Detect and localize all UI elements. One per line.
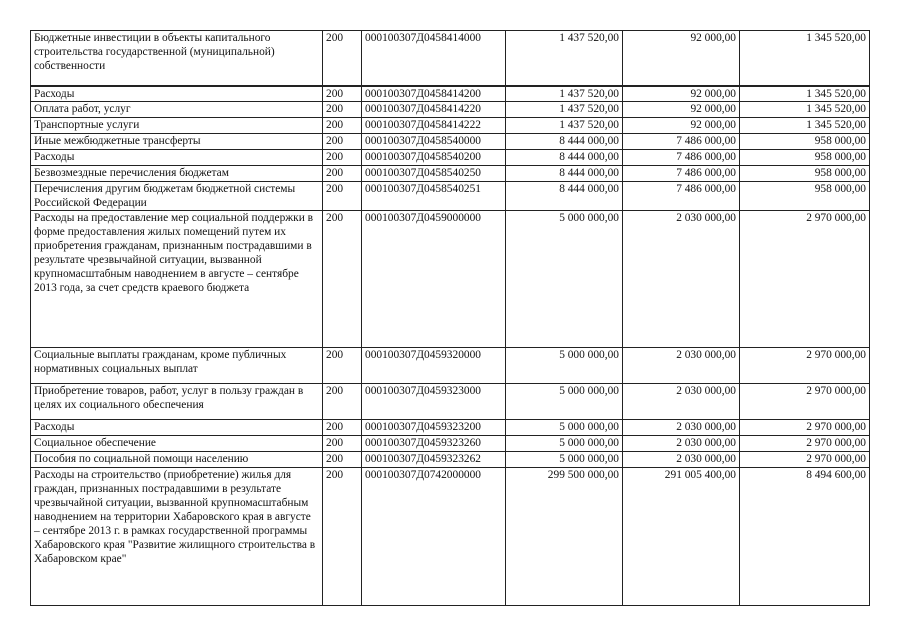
row-executed: 7 486 000,00 bbox=[623, 134, 740, 150]
row-line-code: 200 bbox=[323, 182, 362, 211]
row-line-code: 200 bbox=[323, 86, 362, 102]
row-executed: 92 000,00 bbox=[623, 86, 740, 102]
table-row bbox=[31, 118, 870, 134]
table-row bbox=[31, 150, 870, 166]
table-row bbox=[31, 86, 870, 102]
row-approved: 1 437 520,00 bbox=[506, 102, 623, 118]
row-line-code: 200 bbox=[323, 134, 362, 150]
row-name: Транспортные услуги bbox=[31, 118, 323, 134]
row-name: Бюджетные инвестиции в объекты капитального строительства государственной (муниципальной) собственности bbox=[31, 31, 323, 86]
row-budget-code: 000100307Д0458540250 bbox=[362, 166, 506, 182]
row-unexecuted: 2 970 000,00 bbox=[740, 211, 870, 348]
row-executed: 2 030 000,00 bbox=[623, 211, 740, 348]
table-row bbox=[31, 384, 870, 420]
table-row bbox=[31, 31, 870, 86]
row-executed: 291 005 400,00 bbox=[623, 468, 740, 606]
row-line-code: 200 bbox=[323, 102, 362, 118]
row-name: Перечисления другим бюджетам бюджетной системы Российской Федерации bbox=[31, 182, 323, 211]
row-executed: 2 030 000,00 bbox=[623, 452, 740, 468]
row-unexecuted: 958 000,00 bbox=[740, 134, 870, 150]
row-budget-code: 000100307Д0459323200 bbox=[362, 420, 506, 436]
row-unexecuted: 1 345 520,00 bbox=[740, 118, 870, 134]
row-unexecuted: 1 345 520,00 bbox=[740, 86, 870, 102]
row-name: Социальное обеспечение bbox=[31, 436, 323, 452]
row-line-code: 200 bbox=[323, 436, 362, 452]
table-row bbox=[31, 211, 870, 348]
table-row bbox=[31, 420, 870, 436]
row-approved: 5 000 000,00 bbox=[506, 384, 623, 420]
row-approved: 1 437 520,00 bbox=[506, 118, 623, 134]
row-name: Иные межбюджетные трансферты bbox=[31, 134, 323, 150]
table-row bbox=[31, 348, 870, 384]
row-name: Расходы на предоставление мер социальной поддержки в форме предоставления жилых помещений путем их приобретения гражданам, признанным пострадавшими в результате чрезвычайной ситуации, вызванной крупномасштабным наводнением в августе – сентябре 2013 года, за счет средств краевого бюджета bbox=[31, 211, 323, 348]
row-executed: 7 486 000,00 bbox=[623, 166, 740, 182]
row-budget-code: 000100307Д0458414000 bbox=[362, 31, 506, 86]
row-unexecuted: 2 970 000,00 bbox=[740, 348, 870, 384]
row-name: Социальные выплаты гражданам, кроме публичных нормативных социальных выплат bbox=[31, 348, 323, 384]
row-approved: 5 000 000,00 bbox=[506, 348, 623, 384]
table-row bbox=[31, 182, 870, 211]
row-budget-code: 000100307Д0458540200 bbox=[362, 150, 506, 166]
row-name: Расходы bbox=[31, 86, 323, 102]
row-line-code: 200 bbox=[323, 452, 362, 468]
row-budget-code: 000100307Д0459323262 bbox=[362, 452, 506, 468]
table-row bbox=[31, 102, 870, 118]
table-row bbox=[31, 436, 870, 452]
row-name: Оплата работ, услуг bbox=[31, 102, 323, 118]
row-executed: 7 486 000,00 bbox=[623, 150, 740, 166]
row-budget-code: 000100307Д0459323260 bbox=[362, 436, 506, 452]
row-name: Приобретение товаров, работ, услуг в пользу граждан в целях их социального обеспечения bbox=[31, 384, 323, 420]
row-executed: 2 030 000,00 bbox=[623, 384, 740, 420]
row-executed: 2 030 000,00 bbox=[623, 436, 740, 452]
row-approved: 8 444 000,00 bbox=[506, 166, 623, 182]
row-line-code: 200 bbox=[323, 384, 362, 420]
row-executed: 2 030 000,00 bbox=[623, 348, 740, 384]
row-line-code: 200 bbox=[323, 166, 362, 182]
row-approved: 1 437 520,00 bbox=[506, 86, 623, 102]
row-approved: 8 444 000,00 bbox=[506, 150, 623, 166]
row-name: Безвозмездные перечисления бюджетам bbox=[31, 166, 323, 182]
row-budget-code: 000100307Д0458414200 bbox=[362, 86, 506, 102]
row-unexecuted: 958 000,00 bbox=[740, 182, 870, 211]
row-unexecuted: 958 000,00 bbox=[740, 150, 870, 166]
row-budget-code: 000100307Д0458540251 bbox=[362, 182, 506, 211]
row-name: Расходы bbox=[31, 420, 323, 436]
row-budget-code: 000100307Д0458414222 bbox=[362, 118, 506, 134]
table-row bbox=[31, 452, 870, 468]
row-approved: 5 000 000,00 bbox=[506, 211, 623, 348]
row-approved: 5 000 000,00 bbox=[506, 436, 623, 452]
row-name: Расходы bbox=[31, 150, 323, 166]
row-executed: 92 000,00 bbox=[623, 31, 740, 86]
row-executed: 2 030 000,00 bbox=[623, 420, 740, 436]
row-budget-code: 000100307Д0459320000 bbox=[362, 348, 506, 384]
row-line-code: 200 bbox=[323, 468, 362, 606]
table-row bbox=[31, 166, 870, 182]
row-line-code: 200 bbox=[323, 420, 362, 436]
table-row bbox=[31, 134, 870, 150]
row-budget-code: 000100307Д0458540000 bbox=[362, 134, 506, 150]
row-line-code: 200 bbox=[323, 211, 362, 348]
row-unexecuted: 2 970 000,00 bbox=[740, 420, 870, 436]
row-line-code: 200 bbox=[323, 118, 362, 134]
row-budget-code: 000100307Д0458414220 bbox=[362, 102, 506, 118]
row-unexecuted: 2 970 000,00 bbox=[740, 452, 870, 468]
row-approved: 1 437 520,00 bbox=[506, 31, 623, 86]
row-name: Пособия по социальной помощи населению bbox=[31, 452, 323, 468]
row-executed: 92 000,00 bbox=[623, 102, 740, 118]
budget-execution-table bbox=[30, 30, 870, 606]
row-budget-code: 000100307Д0459000000 bbox=[362, 211, 506, 348]
row-unexecuted: 8 494 600,00 bbox=[740, 468, 870, 606]
row-unexecuted: 2 970 000,00 bbox=[740, 384, 870, 420]
row-line-code: 200 bbox=[323, 150, 362, 166]
row-executed: 92 000,00 bbox=[623, 118, 740, 134]
row-approved: 5 000 000,00 bbox=[506, 452, 623, 468]
row-unexecuted: 2 970 000,00 bbox=[740, 436, 870, 452]
table-row bbox=[31, 468, 870, 606]
row-unexecuted: 958 000,00 bbox=[740, 166, 870, 182]
row-approved: 8 444 000,00 bbox=[506, 182, 623, 211]
row-unexecuted: 1 345 520,00 bbox=[740, 102, 870, 118]
row-unexecuted: 1 345 520,00 bbox=[740, 31, 870, 86]
row-budget-code: 000100307Д0459323000 bbox=[362, 384, 506, 420]
row-line-code: 200 bbox=[323, 348, 362, 384]
row-executed: 7 486 000,00 bbox=[623, 182, 740, 211]
row-approved: 8 444 000,00 bbox=[506, 134, 623, 150]
row-approved: 299 500 000,00 bbox=[506, 468, 623, 606]
row-name: Расходы на строительство (приобретение) жилья для граждан, признанных пострадавшими в результате чрезвычайной ситуации, вызванной крупномасштабным наводнением на территории Хабаровского края в августе – сентябре 2013 г. в рамках государственной программы Хабаровского края "Развитие жилищного строительства в Хабаровском крае" bbox=[31, 468, 323, 606]
row-line-code: 200 bbox=[323, 31, 362, 86]
row-budget-code: 000100307Д0742000000 bbox=[362, 468, 506, 606]
row-approved: 5 000 000,00 bbox=[506, 420, 623, 436]
